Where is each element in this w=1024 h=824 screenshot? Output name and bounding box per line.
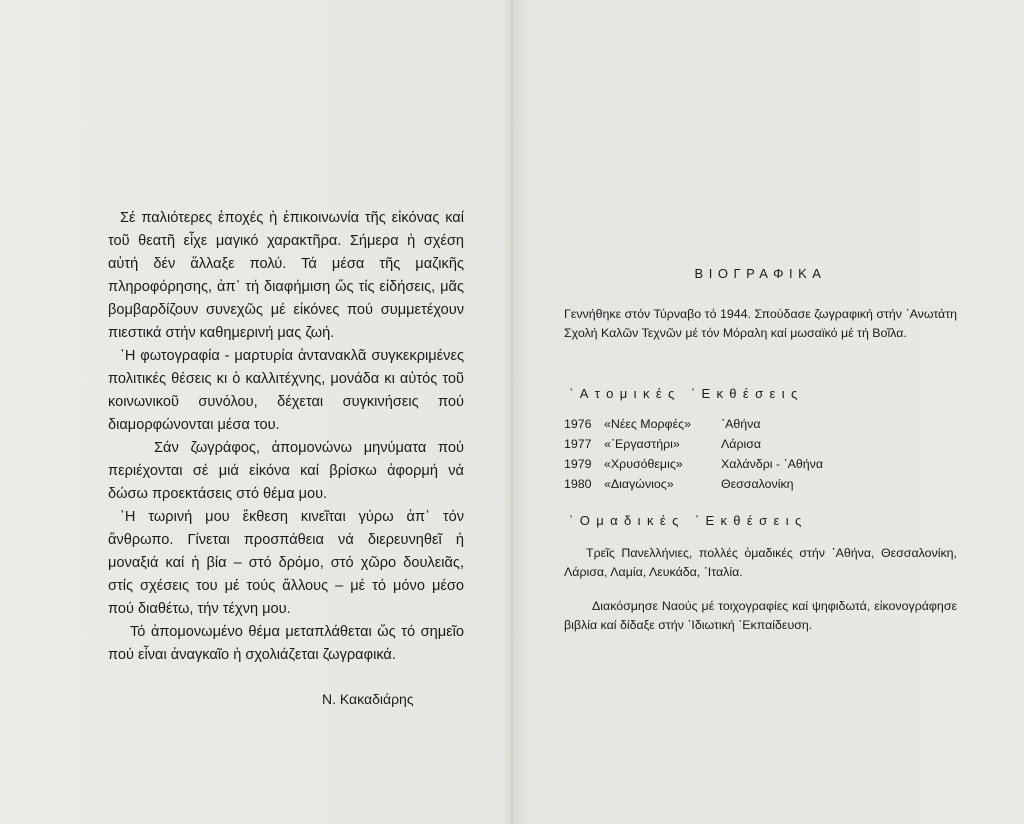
group-exhibitions-heading: ῾Ομαδικές ᾿Εκθέσεις — [569, 513, 808, 528]
group-exhibitions-text: Τρεῖς Πανελλήνιες, πολλές ὁμαδικές στήν ᾿Αθήνα, Θεσσαλονίκη, Λάρισα, Λαμία, Λευκάδα, ᾿Ιταλία. — [564, 546, 957, 579]
artist-statement — [108, 207, 464, 667]
statement-paragraph-1: Σέ παλιότερες ἐποχές ἡ ἐπικοινωνία τῆς εἰκόνας καί τοῦ θεατῆ εἶχε μαγικό χαρακτῆρα. Σήμερα ἡ σχέση αὐτή δέν ἄλλαξε πολύ. Τά μέσα τῆς μαζικῆς πληροφόρησης, ἀπ᾿ τή διαφήμιση ὥς τίς εἰδήσεις, μᾶς βομβαρδίζουν συνεχῶς μέ εἰκόνες πού συμμετέχουν πιεστικά στήν καθημερινή μας ζωή. — [108, 210, 464, 341]
exhibition-title: «᾿Εργαστήρι» — [604, 437, 680, 451]
statement-paragraph-4: ῾Η τωρινή μου ἔκθεση κινεῖται γύρω ἀπ᾿ τόν ἄνθρωπο. Γίνεται προσπάθεια νά διερευνηθεῖ ἡ μοναξιά καί ἡ βία – στό δρόμο, στό χῶρο δουλειᾶς, στίς σχέσεις του μέ τούς ἄλλους – μέ τό μόνο μέσο πού διαθέτω, τήν τέχνη μου. — [108, 509, 464, 617]
solo-exhibitions-heading: ᾿Ατομικές ᾿Εκθέσεις — [569, 386, 804, 401]
statement-paragraph-5: Τό ἀπομονωμένο θέμα μεταπλάθεται ὥς τό σημεῖο πού εἶναι ἀναγκαῖο ἡ σχολιάζεται ζωγραφικά. — [108, 624, 464, 663]
statement-paragraph-3: Σάν ζωγράφος, ἀπομονώνω μηνύματα πού περιέχονται σέ μιά εἰκόνα καί βρίσκω ἀφορμή νά δώσω προεκτάσεις στό θέμα μου. — [108, 440, 464, 502]
exhibition-year: 1979 — [564, 457, 592, 471]
exhibition-row — [564, 415, 957, 435]
signature: Ν. Κακαδιάρης — [322, 691, 414, 707]
exhibition-place: Λάρισα — [721, 437, 762, 451]
exhibition-place: ᾿Αθήνα — [721, 417, 761, 431]
exhibition-year: 1976 — [564, 417, 592, 431]
biography-text: Γεννήθηκε στόν Τύρναβο τό 1944. Σπούδασε ζωγραφική στήν ᾿Ανωτάτη Σχολή Καλῶν Τεχνῶν μέ τόν Μόραλη καί μωσαϊκό μέ τή Βοῖλα. — [564, 307, 957, 340]
page-fold — [511, 0, 513, 824]
biography — [564, 264, 957, 635]
exhibition-row — [564, 435, 957, 455]
decoration-text: Διακόσμησε Ναούς μέ τοιχογραφίες καί ψηφιδωτά, εἰκονογράφησε βιβλία καί δίδαξε στήν ᾿Ιδιωτική ᾿Εκπαίδευση. — [564, 599, 957, 632]
exhibition-place: Θεσσαλονίκη — [721, 477, 794, 491]
biography-title: ΒΙΟΓΡΑΦΙΚΑ — [694, 266, 827, 281]
exhibition-title: «Διαγώνιος» — [604, 477, 674, 491]
exhibition-row — [564, 455, 957, 475]
statement-paragraph-2: ῾Η φωτογραφία - μαρτυρία ἀντανακλᾶ συγκεκριμένες πολιτικές θέσεις κι ὁ καλλιτέχνης, μονάδα κι αὐτός τοῦ κοινωνικοῦ συνόλου, δέχεται συγκινήσεις πού διαμορφώνονται μέσα του. — [108, 348, 464, 433]
exhibition-year: 1980 — [564, 477, 592, 491]
exhibition-title: «Χρυσόθεμις» — [604, 457, 683, 471]
exhibition-title: «Νέες Μορφές» — [604, 417, 691, 431]
exhibition-row — [564, 475, 957, 495]
solo-exhibitions-list — [564, 415, 957, 495]
exhibition-place: Χαλάνδρι - ᾿Αθήνα — [721, 457, 824, 471]
exhibition-year: 1977 — [564, 437, 592, 451]
